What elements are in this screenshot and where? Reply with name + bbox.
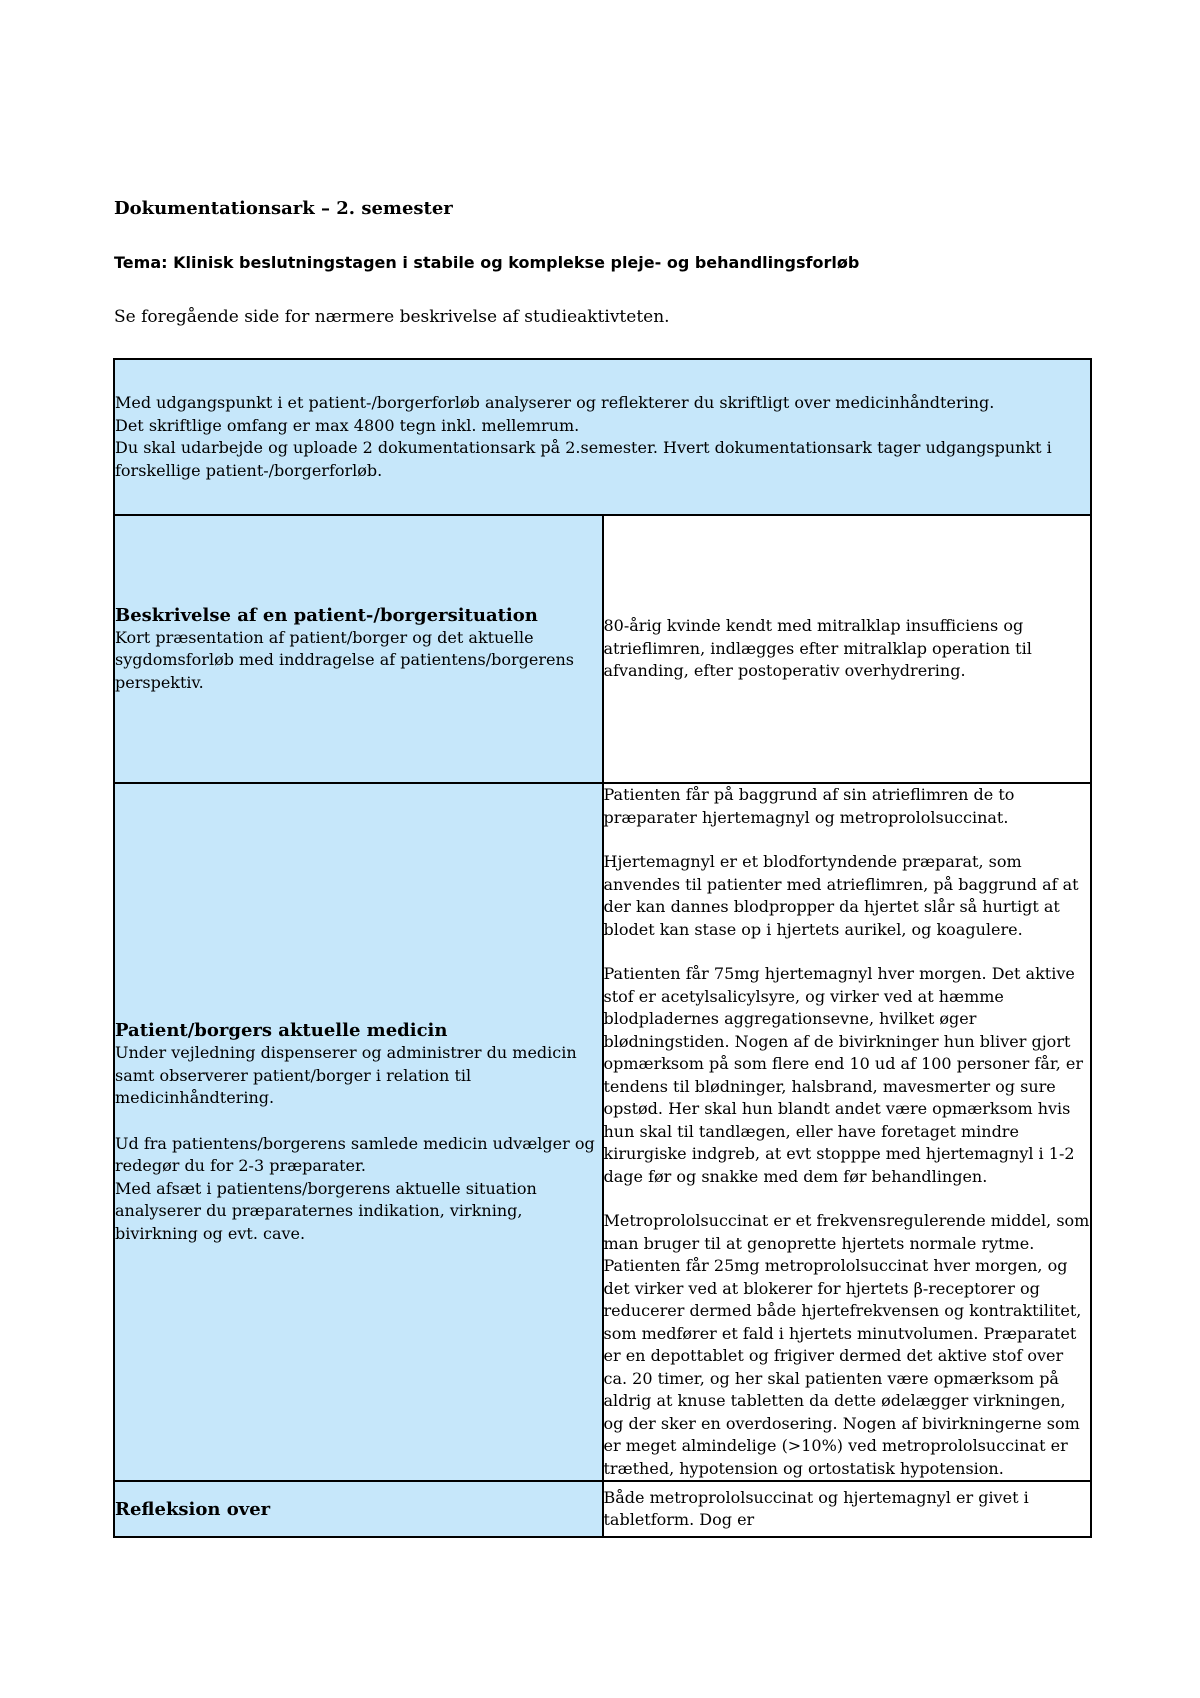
row2-description: Ud fra patientens/borgerens samlede medicin udvælger og redegør du for 2-3 præparater.: [115, 1133, 595, 1175]
document-theme: Tema: Klinisk beslutningstagen i stabile og komplekse pleje- og behandlingsforløb: [114, 253, 860, 272]
table-row: [114, 515, 1091, 783]
row1-heading: Beskrivelse af en patient-/borgersituation: [115, 604, 538, 626]
row2-paragraph: Metroprololsuccinat er et frekvensregulerende middel, som man bruger til at genoprette hjertets normale rytme.: [603, 1211, 1090, 1253]
intro-text: Se foregående side for nærmere beskrivelse af studieaktivteten.: [114, 307, 670, 327]
row2-description: Under vejledning dispenserer og administrer du medicin samt observerer patient/borger i relation til medicinhåndtering.: [115, 1043, 577, 1107]
row2-heading: Patient/borgers aktuelle medicin: [115, 1020, 448, 1041]
instructions-cell: [114, 359, 1091, 515]
row2-paragraph: Patienten får 25mg metroprololsuccinat hver morgen, og det virker ved at blokerer for hjertets β-receptorer og reducerer dermed både hjertefrekvensen og kontraktilitet, som medfører et fald i hjertets minutvolumen. Præparatet er en depottablet og frigiver dermed det aktive stof over ca. 20 timer, og her skal patienten være opmærksom på aldrig at knuse tabletten da dette ødelægger virkningen, og der sker en overdosering. Nogen af bivirkningerne som er meget almindelige (>10%) ved metroprololsuccinat er træthed, hypotension og ortostatisk hypotension.: [603, 1256, 1082, 1478]
row3-content: Både metroprololsuccinat og hjertemagnyl er givet i tabletform. Dog er: [603, 1487, 1029, 1529]
row1-label-cell: [114, 515, 603, 783]
row3-content-cell: [603, 1481, 1092, 1537]
instructions-row: [114, 359, 1091, 515]
row2-content-cell: [603, 783, 1092, 1481]
row1-content: 80-årig kvinde kendt med mitralklap insufficiens og atrieflimren, indlægges efter mitralklap operation til afvanding, efter postoperativ overhydrering.: [603, 616, 1032, 681]
row1-content-cell: [603, 515, 1092, 783]
row1-description: Kort præsentation af patient/borger og det aktuelle sygdomsforløb med inddragelse af patientens/borgerens perspektiv.: [115, 627, 575, 692]
row2-paragraph: Hjertemagnyl er et blodfortyndende præparat, som anvendes til patienter med atrieflimren, på baggrund af at der kan dannes blodpropper da hjertet slår så hurtigt at blodet kan stase op i hjertets aurikel, og koagulere.: [603, 852, 1079, 939]
row2-paragraph: Patienten får 75mg hjertemagnyl hver morgen. Det aktive stof er acetylsalicylsyre, og virker ved at hæmme blodpladernes aggregationsevne, hvilket øger blødningstiden. Nogen af de bivirkninger hun bliver gjort opmærksom på som flere end 10 ud af 100 personer får, er tendens til blødninger, halsbrand, mavesmerter og sure opstød. Her skal hun blandt andet være opmærksom hvis hun skal til tandlægen, eller have foretaget mindre kirurgiske indgreb, at evt stopppe med hjertemagnyl i 1-2 dage før og snakke med dem før behandlingen.: [603, 964, 1084, 1186]
row2-label-cell: [114, 783, 603, 1481]
instruction-line: Du skal udarbejde og uploade 2 dokumentationsark på 2.semester. Hvert dokumentationsark tager udgangspunkt i forskellige patient-/borgerforløb.: [115, 438, 1052, 480]
instruction-line: Det skriftlige omfang er max 4800 tegn inkl. mellemrum.: [115, 415, 580, 435]
instruction-line: Med udgangspunkt i et patient-/borgerforløb analyserer og reflekterer du skriftligt over medicinhåndtering.: [115, 393, 995, 412]
table-row: [114, 1481, 1091, 1537]
table-row: [114, 783, 1091, 1481]
row3-label-cell: [114, 1481, 603, 1537]
documentation-table: [113, 358, 1092, 1538]
row3-heading: Refleksion over: [115, 1498, 271, 1520]
row2-description: Med afsæt i patientens/borgerens aktuelle situation analyserer du præparaternes indikation, virkning, bivirkning og evt. cave.: [115, 1178, 537, 1243]
row2-paragraph: Patienten får på baggrund af sin atrieflimren de to præparater hjertemagnyl og metroprololsuccinat.: [603, 785, 1015, 827]
document-title: Dokumentationsark – 2. semester: [114, 198, 453, 219]
